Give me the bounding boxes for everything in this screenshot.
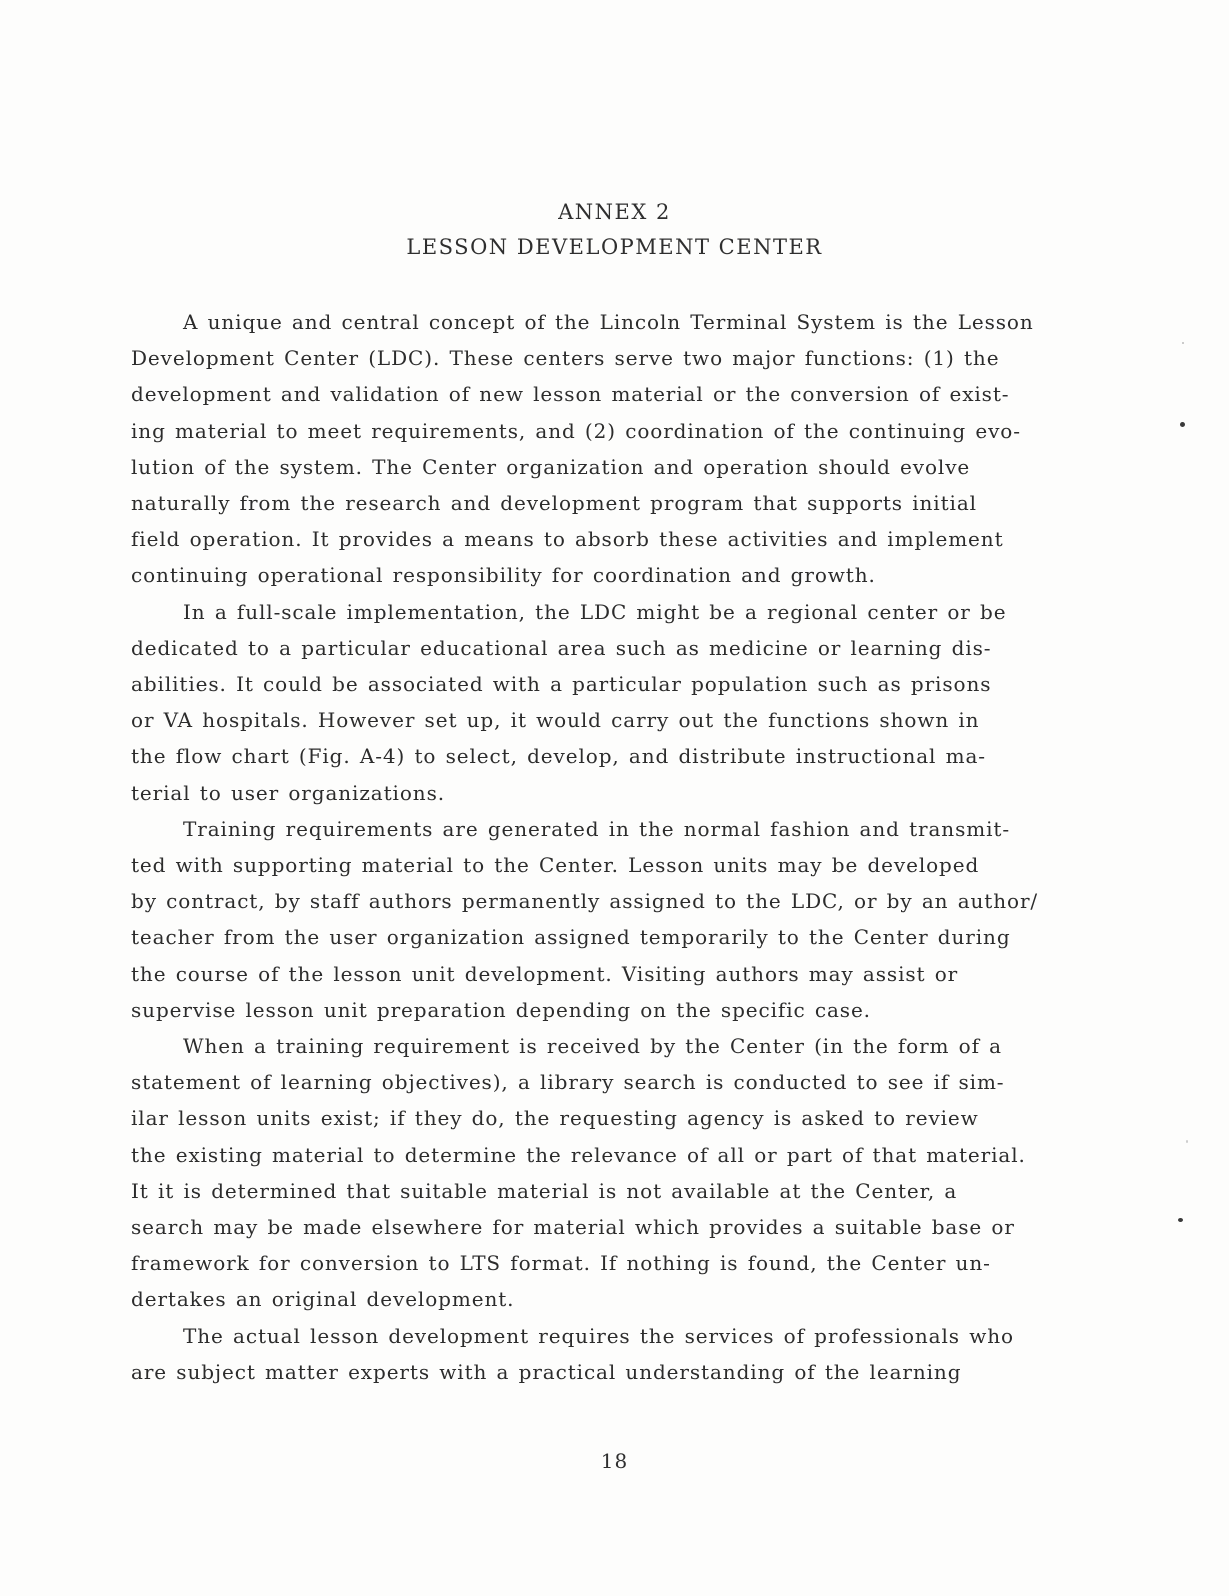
paragraph-4-line-3: ilar lesson units exist; if they do, the requesting agency is asked to review (131, 1106, 979, 1131)
paragraph-1-line-1: A unique and central concept of the Lincoln Terminal System is the Lesson (183, 310, 1034, 334)
scan-speck (1180, 422, 1185, 427)
paragraph-3-line-6: supervise lesson unit preparation depending on the specific case. (131, 997, 871, 1022)
scan-speck (1182, 342, 1184, 344)
paragraph-2-line-4: or VA hospitals. However set up, it would carry out the functions shown in (131, 708, 980, 733)
scan-speck (1186, 1140, 1188, 1143)
paragraph-5-line-1: The actual lesson development requires the services of professionals who (183, 1323, 1014, 1348)
paragraph-1-line-7: field operation. It provides a means to absorb these activities and implement (131, 527, 1004, 552)
paragraph-1-line-3: development and validation of new lesson material or the conversion of exist- (131, 382, 1010, 407)
scan-speck (1178, 1218, 1183, 1222)
paragraph-1-line-4: ing material to meet requirements, and (2) coordination of the continuing evo- (131, 418, 1021, 443)
body-text (131, 304, 1099, 1390)
paragraph-1-line-6: naturally from the research and development program that supports initial (131, 491, 977, 516)
paragraph-2-line-3: abilities. It could be associated with a particular population such as prisons (131, 672, 992, 697)
paragraph-1-line-2: Development Center (LDC). These centers serve two major functions: (1) the (131, 346, 1000, 371)
paragraph-3-line-3: by contract, by staff authors permanently assigned to the LDC, or by an author/ (131, 889, 1039, 914)
paragraph-1-line-8: continuing operational responsibility for coordination and growth. (131, 563, 876, 588)
paragraph-5-line-2: are subject matter experts with a practical understanding of the learning (131, 1359, 962, 1384)
paragraph-4-line-4: the existing material to determine the relevance of all or part of that material. (131, 1142, 1026, 1167)
paragraph-4-line-8: dertakes an original development. (131, 1287, 515, 1312)
page-number: 18 (600, 1449, 629, 1473)
paragraph-3-line-4: teacher from the user organization assigned temporarily to the Center during (131, 925, 1011, 950)
paragraph-4-line-2: statement of learning objectives), a library search is conducted to see if sim- (131, 1070, 1005, 1095)
paragraph-3-line-1: Training requirements are generated in the normal fashion and transmit- (183, 816, 1011, 841)
paragraph-2-line-6: terial to user organizations. (131, 780, 445, 805)
paragraph-2-line-1: In a full-scale implementation, the LDC might be a regional center or be (183, 599, 1007, 624)
page-title: LESSON DEVELOPMENT CENTER (406, 235, 823, 259)
paragraph-4-line-1: When a training requirement is received by the Center (in the form of a (183, 1034, 1003, 1059)
paragraph-2-line-2: dedicated to a particular educational area such as medicine or learning dis- (131, 635, 992, 660)
paragraph-4-line-7: framework for conversion to LTS format. If nothing is found, the Center un- (131, 1251, 991, 1276)
annex-label: ANNEX 2 (558, 200, 671, 224)
paragraph-3-line-2: ted with supporting material to the Center. Lesson units may be developed (131, 853, 980, 878)
paragraph-1-line-5: lution of the system. The Center organization and operation should evolve (131, 454, 971, 479)
paragraph-3-line-5: the course of the lesson unit development. Visiting authors may assist or (131, 961, 959, 986)
paragraph-4-line-6: search may be made elsewhere for material which provides a suitable base or (131, 1215, 1015, 1240)
paragraph-4-line-5: It it is determined that suitable material is not available at the Center, a (131, 1178, 958, 1203)
paragraph-2-line-5: the flow chart (Fig. A-4) to select, develop, and distribute instructional ma- (131, 744, 986, 769)
